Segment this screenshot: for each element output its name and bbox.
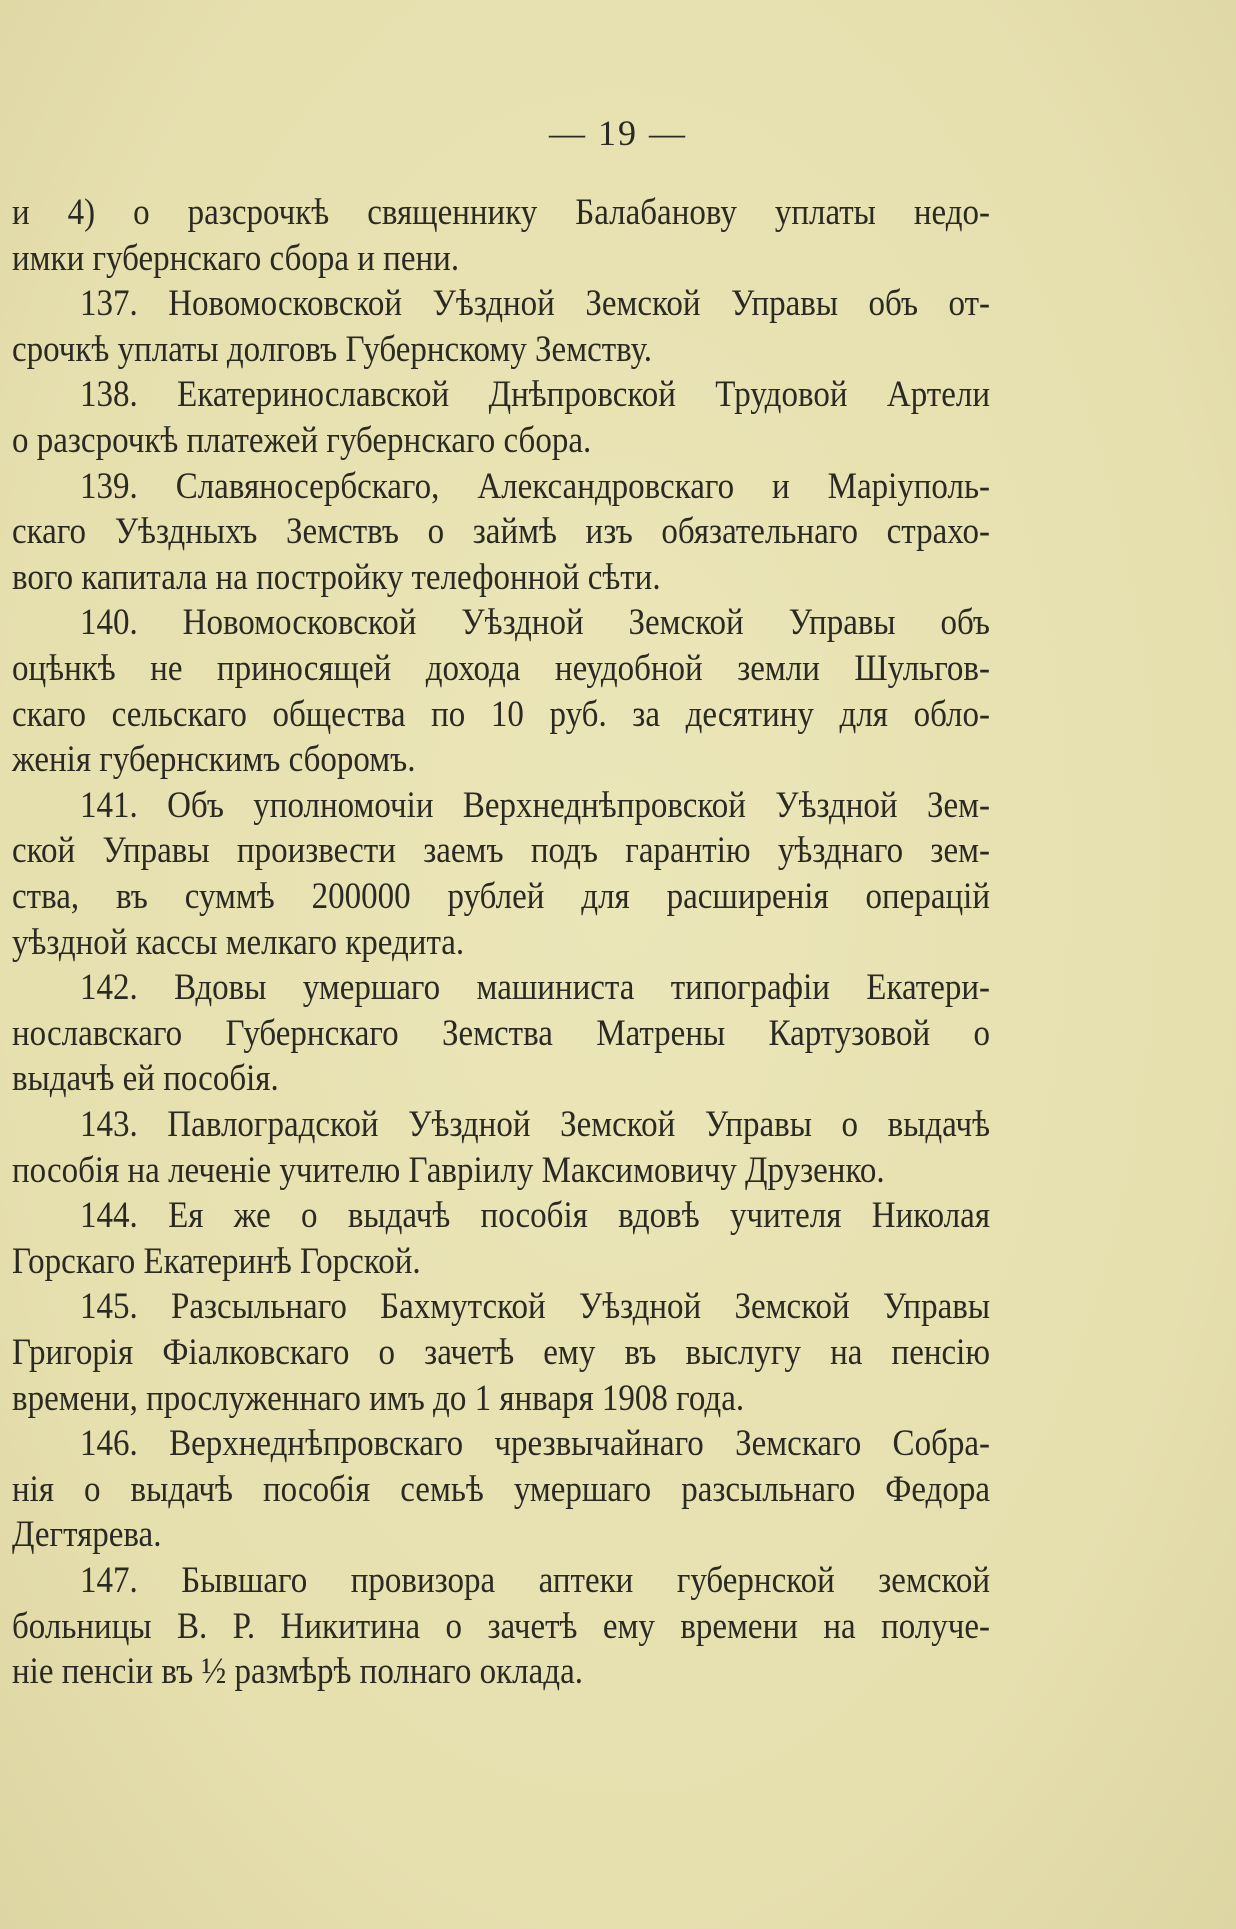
text-line: больницы В. Р. Никитина о зачетѣ ему времени на получе- — [12, 1606, 990, 1647]
text-line: 137. Новомосковской Уѣздной Земской Управы объ от- — [80, 283, 990, 324]
text-line: 145. Разсыльнаго Бахмутской Уѣздной Земской Управы — [80, 1286, 990, 1328]
text-line: Дегтярева. — [12, 1514, 162, 1556]
text-line: выдачѣ ей пособія. — [12, 1058, 279, 1100]
text-line: нославскаго Губернскаго Земства Матрены Картузовой о — [12, 1013, 990, 1054]
text-line: и 4) о разсрочкѣ священнику Балабанову уплаты недо- — [12, 192, 990, 233]
text-line: 144. Ея же о выдачѣ пособія вдовѣ учителя Николая — [80, 1195, 990, 1236]
text-line: срочкѣ уплаты долговъ Губернскому Земству. — [12, 329, 653, 370]
text-line: женія губернскимъ сборомъ. — [12, 739, 416, 780]
text-line: скаго Уѣздныхъ Земствъ о займѣ изъ обязательнаго страхо- — [12, 511, 990, 552]
text-line: 146. Верхнеднѣпровскаго чрезвычайнаго Земскаго Собра- — [80, 1423, 990, 1464]
text-line: о разсрочкѣ платежей губернскаго сбора. — [12, 420, 592, 461]
text-line: 139. Славяносербскаго, Александровскаго и Маріуполь- — [80, 466, 990, 507]
text-line: Григорія Фіалковскаго о зачетѣ ему въ выслугу на пенсію — [12, 1332, 990, 1373]
page-number: — 19 — — [549, 113, 687, 153]
text-line: 141. Объ уполномочіи Верхнеднѣпровской Уѣздной Зем- — [80, 785, 990, 826]
text-line: 138. Екатеринославской Днѣпровской Трудовой Артели — [80, 374, 990, 416]
text-line: скаго сельскаго общества по 10 руб. за десятину для обло- — [12, 694, 990, 735]
text-line: ніе пенсіи въ ½ размѣрѣ полнаго оклада. — [12, 1651, 583, 1692]
text-line: ства, въ суммѣ 200000 рублей для расширенія операцій — [12, 876, 990, 917]
text-line: 142. Вдовы умершаго машиниста типографіи Екатери- — [80, 967, 990, 1008]
text-line: ской Управы произвести заемъ подъ гарантію уѣзднаго зем- — [12, 830, 990, 872]
text-line: 143. Павлоградской Уѣздной Земской Управы о выдачѣ — [80, 1104, 990, 1145]
text-line: вого капитала на постройку телефонной сѣти. — [12, 557, 661, 598]
text-line: Горскаго Екатеринѣ Горской. — [12, 1241, 421, 1282]
text-line: нія о выдачѣ пособія семьѣ умершаго разсыльнаго Федора — [12, 1469, 990, 1510]
text-line: оцѣнкѣ не приносящей дохода неудобной земли Шульгов- — [12, 648, 990, 689]
text-line: 140. Новомосковской Уѣздной Земской Управы объ — [80, 602, 990, 644]
text-line: имки губернскаго сбора и пени. — [12, 238, 460, 279]
text-line: времени, прослуженнаго имъ до 1 января 1908 года. — [12, 1378, 745, 1419]
text-line: 147. Бывшаго провизора аптеки губернской земской — [80, 1560, 990, 1601]
text-line: уѣздной кассы мелкаго кредита. — [12, 922, 465, 963]
text-line: пособія на леченіе учителю Гавріилу Максимовичу Друзенко. — [12, 1150, 885, 1191]
